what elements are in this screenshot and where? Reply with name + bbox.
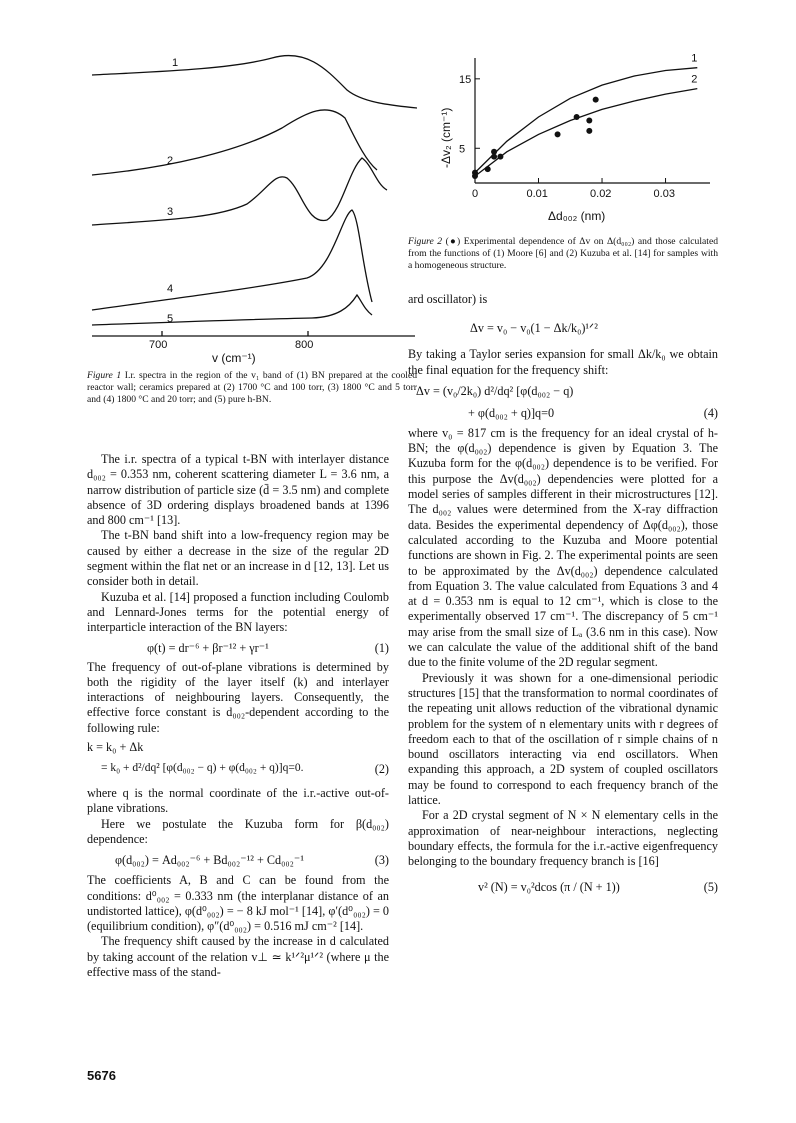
spectrum-curve-3 (92, 158, 387, 225)
paragraph: where q is the normal coordinate of the i.r.-active out-of-plane vibrations. (87, 786, 389, 816)
x-tick-label-800: 800 (295, 339, 314, 351)
paragraph: The i.r. spectra of a typical t-BN with interlayer distance d₀₀₂ = 0.353 nm, coherent scattering diameter L = 3.6 nm, a narrow distribution of particle size (d̄ = 3.5 nm) and complete absence of 3D ordering displays broadened bands at 1396 and 800 cm⁻¹ [13]. (87, 452, 389, 528)
spectrum-curve-4 (92, 210, 372, 310)
curve-label-4: 4 (167, 283, 174, 295)
equation-5: v² (N) = v₀²dcos (π / (N + 1)) (478, 879, 620, 894)
figure2-chart (420, 48, 720, 228)
equation-number: (2) (374, 762, 389, 777)
equation-2a: k = k₀ + Δk (87, 740, 144, 755)
paragraph: By taking a Taylor series expansion for small Δk/k₀ we obtain the final equation for the frequency shift: (408, 347, 718, 377)
y-tick-label: 15 (459, 73, 472, 86)
figure2-caption: Figure 2 (●) Experimental dependence of Δv on Δ(d₀₀₂) and those calculated from the functions of (1) Moore [6] and (2) Kuzuba et al. [14] for samples with a homogeneous structure. (408, 236, 719, 271)
data-point (497, 154, 503, 160)
data-point (491, 154, 497, 160)
equation-4b: + φ(d₀₀₂ + q)]q=0 (468, 405, 555, 420)
paragraph: Here we postulate the Kuzuba form for β(d₀₀₂) dependence: (87, 816, 389, 846)
data-point (593, 97, 599, 103)
equation-number: (5) (703, 879, 718, 894)
data-point (472, 173, 478, 179)
data-point (555, 131, 561, 137)
series-label-1: 1 (691, 52, 698, 65)
data-point (485, 166, 491, 172)
series-line-1 (475, 68, 697, 173)
data-point (586, 128, 592, 134)
equation-2b: = k₀ + d²/dq² [φ(d₀₀₂ − q) + φ(d₀₀₂ + q)]q=0. (101, 762, 304, 775)
x-tick-label: 0.01 (526, 188, 548, 200)
paragraph: Previously it was shown for a one-dimensional periodic structures [15] that the transformation to normal coordinates of the repeating unit allows reduction of the vibrational dynamic problem for the system of n elementary units with r degrees of freedom each to that of the oscillation of r simple chains of n bound oscillators interacting via end oscillators. When expanding this approach, a 2D system of coupled oscillators may be found to correspond to each frequency branch of the lattice. (408, 670, 718, 808)
curve-label-5: 5 (167, 313, 174, 325)
x-axis-label: Δd₀₀₂ (nm) (548, 209, 606, 223)
series-line-2 (475, 89, 697, 177)
data-point (586, 118, 592, 124)
equation-1: φ(t) = dr⁻⁶ + βr⁻¹² + γr⁻¹ (147, 640, 269, 655)
spectrum-curve-1 (92, 56, 417, 108)
y-axis-label: -Δv₂ (cm⁻¹) (439, 107, 453, 168)
x-tick-label: 0.03 (653, 188, 675, 200)
paragraph: The coefficients A, B and C can be found from the conditions: d⁰₀₀₂ = 0.333 nm (the interplanar distance of an undistorted lattice), φ(d⁰₀₀₂) = − 8 kJ mol⁻¹ [14], φ′(d⁰₀₀₂) = 0 (equilibrium condition), φ″(d⁰₀₀₂) = 0.516 mJ cm⁻² [14]. (87, 873, 389, 934)
curve-label-1: 1 (172, 57, 179, 69)
curve-label-3: 3 (167, 206, 174, 218)
figure1-ir-spectra (87, 40, 417, 370)
figure1-caption: Figure 1 I.r. spectra in the region of the v₁ band of (1) BN prepared at the cooled reactor wall; ceramics prepared at (2) 1700 °C and 100 torr, (3) 1800 °C and 5 torr and (4) 1800 °C and 20 torr; and (5) pure h-BN. (87, 370, 417, 405)
equation-number: (4) (703, 405, 718, 420)
paragraph: Kuzuba et al. [14] proposed a function including Coulomb and Lennard-Jones terms for the potential energy of interparticle interaction of the BN layers: (87, 589, 389, 635)
page-number: 5676 (87, 1068, 116, 1083)
paragraph: The t-BN band shift into a low-frequency region may be caused by either a decrease in the size of the regular 2D segment within the flat net or an increase in d [12, 13]. Let us consider both in detail. (87, 528, 389, 589)
x-tick-label: 0.02 (590, 188, 612, 200)
equation-dv: Δv = v₀ − v₀(1 − Δk/k₀)¹ᐟ² (470, 321, 598, 336)
y-tick-label: 5 (459, 143, 466, 156)
spectrum-curve-2 (92, 110, 377, 175)
equation-number: (3) (374, 853, 389, 868)
x-axis-label: v (cm⁻¹) (212, 351, 256, 365)
equation-4a: Δv = (v₀/2k₀) d²/dq² [φ(d₀₀₂ − q) (416, 383, 574, 398)
paragraph: For a 2D crystal segment of N × N elementary cells in the approximation of near-neighbour interactions, neglecting boundary effects, the formula for the i.r.-active eigenfrequency belonging to the boundary frequency branch is [16] (408, 808, 718, 869)
curve-label-2: 2 (167, 155, 174, 167)
left-column (87, 452, 389, 980)
equation-3: φ(d₀₀₂) = Ad₀₀₂⁻⁶ + Bd₀₀₂⁻¹² + Cd₀₀₂⁻¹ (115, 853, 304, 868)
series-label-2: 2 (691, 73, 698, 86)
paragraph: The frequency shift caused by the increase in d calculated by taking account of the relation v⊥ ≃ k¹ᐟ²μ¹ᐟ² (where μ the effective mass of the stand- (87, 934, 389, 980)
equation-number: (1) (374, 640, 389, 655)
right-column (408, 292, 718, 902)
x-tick-label: 0 (472, 188, 479, 200)
paragraph: The frequency of out-of-plane vibrations is determined by both the rigidity of the layer itself (k) and interlayer interactions of neighbouring layers. Consequently, the effective force constant is d₀₀₂-dependent according to the following rule: (87, 659, 389, 735)
spectrum-curve-5 (92, 295, 372, 325)
x-tick-label-700: 700 (149, 339, 168, 351)
data-point (574, 114, 580, 120)
paragraph: ard oscillator) is (408, 292, 488, 306)
paragraph: where v₀ = 817 cm is the frequency for an ideal crystal of h-BN; the φ(d₀₀₂) dependence is given by Equation 3. The Kuzuba form for the φ(d₀₀₂) dependence is to be verified. For this purpose the Δv(d₀₀₂) dependencies were plotted for a model series of samples different in their microstructures [12]. The d₀₀₂ values were determined from the X-ray diffraction data. Besides the experimental dependency of Δφ(d₀₀₂), those calculated according to the Kuzuba and Moore potential functions are shown in Fig. 2. The experimental points are seen to be approximated by the Δv(d₀₀₂) dependence calculated from Equation 3. The value calculated from Equations 3 and 4 at d = 0.353 nm is equal to 12 cm⁻¹, which is close to the experimentally observed 17 cm⁻¹. The discrepancy of 5 cm⁻¹ may arise from the small size of Lₐ (3.6 nm in this case). Now we can calculate the value of the additional shift of the band due to the finite volume of the 2D regular segment. (408, 425, 718, 670)
